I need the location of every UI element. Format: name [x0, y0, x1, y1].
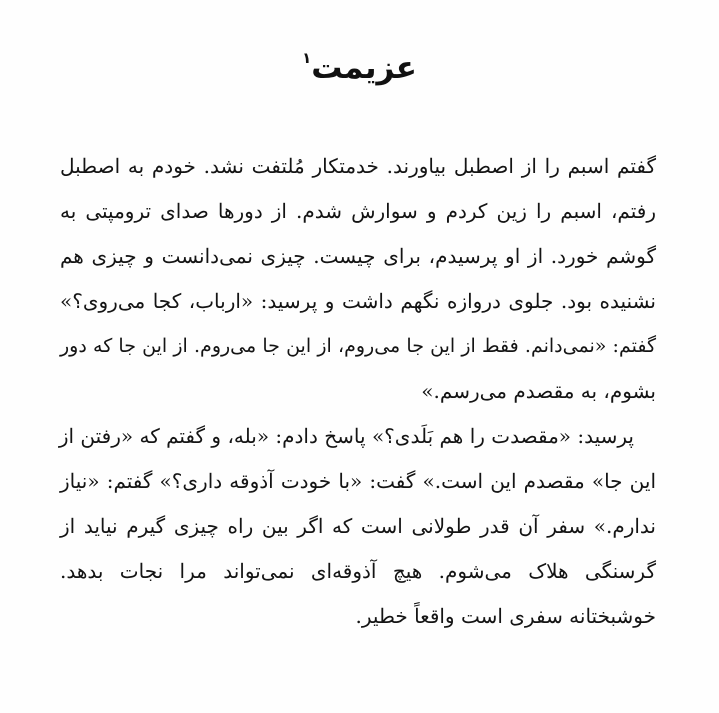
text-line: این جا» مقصدم این است.» گفت: «با خودت آذوقه داری؟» گفتم: «نیاز	[60, 469, 656, 493]
footnote-mark: ۱	[302, 48, 312, 67]
text-line: رفتم، اسبم را زین کردم و سوارش شدم. از دورها صدای ترومپتی به	[60, 199, 656, 223]
page-title	[302, 50, 417, 86]
text-line: گوشم خورد. از او پرسیدم، برای چیست. چیزی نمی‌دانست و چیزی هم	[60, 244, 656, 268]
text-line: پرسید: «مقصدت را هم بَلَدی؟» پاسخ دادم: «بله، و گفتم که «رفتن از	[58, 424, 634, 448]
text-line: بشوم، به مقصدم می‌رسم.»	[421, 379, 656, 403]
text-line: ندارم.» سفر آن قدر طولانی است که اگر بین راه چیزی گیرم نیاید از	[60, 514, 656, 538]
text-line: گفتم اسبم را از اصطبل بیاورند. خدمتکار مُلتفت نشد. خودم به اصطبل	[60, 154, 656, 178]
text-line: گرسنگی هلاک می‌شوم. هیچ آذوقه‌ای نمی‌تواند مرا نجات بدهد.	[60, 559, 656, 583]
title-block	[0, 50, 719, 86]
title-text: عزیمت	[311, 50, 417, 86]
text-line: نشنیده بود. جلوی دروازه نگهم داشت و پرسید: «ارباب، کجا می‌روی؟»	[60, 289, 656, 313]
story-text	[60, 144, 656, 639]
text-line: گفتم: «نمی‌دانم. فقط از این جا می‌روم، از این جا می‌روم. از این جا که دور	[60, 335, 656, 357]
text-line: خوشبختانه سفری است واقعاً خطیر.	[355, 604, 656, 628]
